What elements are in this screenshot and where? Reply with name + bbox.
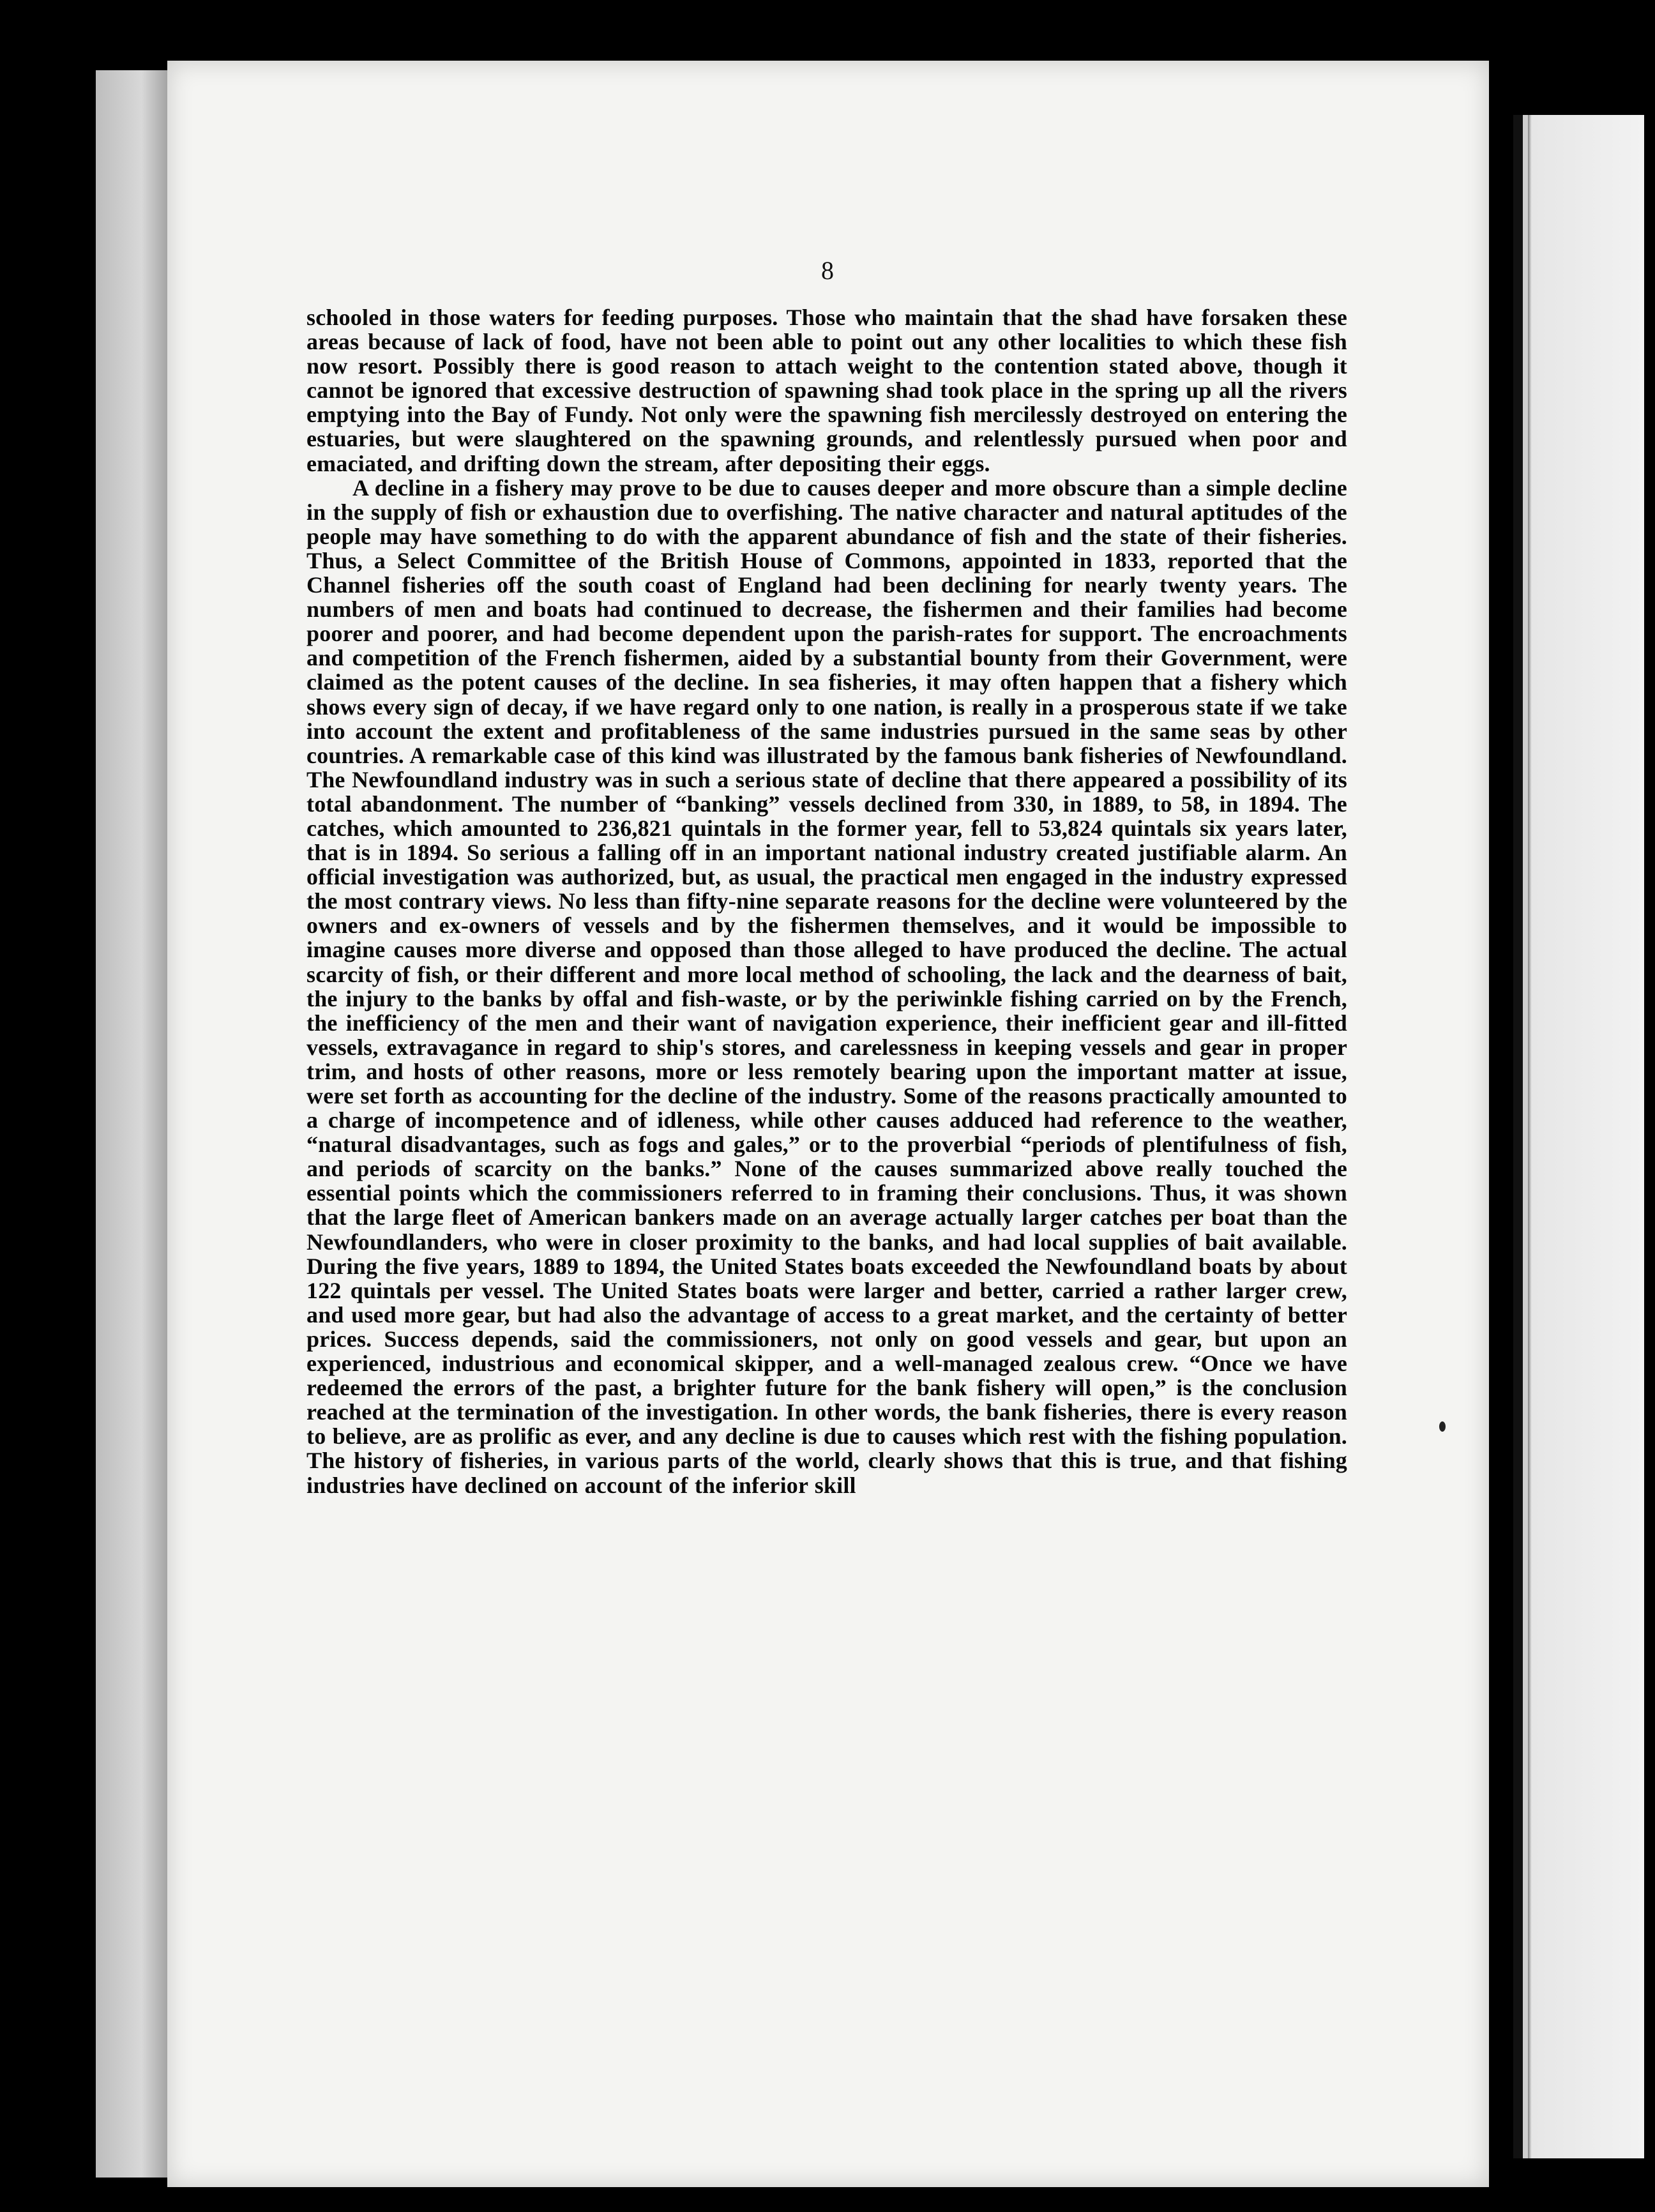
scan-left-margin bbox=[96, 70, 172, 2178]
ink-speck bbox=[1439, 1421, 1446, 1432]
page-gutter-line bbox=[1523, 115, 1528, 2158]
body-text bbox=[306, 305, 1347, 1497]
adjacent-page-edge bbox=[1513, 115, 1644, 2158]
paragraph-2: A decline in a fishery may prove to be due to causes deeper and more obscure than a simple decline in the supply of fish or exhaustion due to overfishing. The native character and natural aptitudes of the people may have something to do with the apparent abundance of fish and the state of their fisheries. Thus, a Select Committee of the British House of Commons, appointed in 1833, reported that the Channel fisheries off the south coast of England had been declining for nearly twenty years. The numbers of men and boats had continued to decrease, the fishermen and their families had become poorer and poorer, and had become dependent upon the parish-rates for support. The encroachments and competition of the French fishermen, aided by a substantial bounty from their Government, were claimed as the potent causes of the decline. In sea fisheries, it may often happen that a fishery which shows every sign of decay, if we have regard only to one nation, is really in a prosperous state if we take into account the extent and profitableness of the same industries pursued in the same seas by other countries. A remarkable case of this kind was illustrated by the famous bank fisheries of Newfoundland. The Newfoundland industry was in such a serious state of decline that there appeared a possibility of its total abandonment. The number of “banking” vessels declined from 330, in 1889, to 58, in 1894. The catches, which amounted to 236,821 quintals in the former year, fell to 53,824 quintals six years later, that is in 1894. So serious a falling off in an important national industry created justifiable alarm. An official investigation was authorized, but, as usual, the practical men engaged in the industry expressed the most contrary views. No less than fifty-nine separate reasons for the decline were volunteered by the owners and ex-owners of vessels and by the fishermen themselves, and it would be impossible to imagine causes more diverse and opposed than those alleged to have produced the decline. The actual scarcity of fish, or their different and more local method of schooling, the lack and the dearness of bait, the injury to the banks by offal and fish-waste, or by the periwinkle fishing carried on by the French, the inefficiency of the men and their want of navigation experience, their inefficient gear and ill-fitted vessels, extravagance in regard to ship's stores, and carelessness in keeping vessels and gear in proper trim, and hosts of other reasons, more or less remotely bearing upon the important matter at issue, were set forth as accounting for the decline of the industry. Some of the reasons practically amounted to a charge of incompetence and of idleness, while other causes adduced had reference to the weather, “natural disadvantages, such as fogs and gales,” or to the proverbial “periods of plentifulness of fish, and periods of scarcity on the banks.” None of the causes summarized above really touched the essential points which the commissioners referred to in framing their conclusions. Thus, it was shown that the large fleet of American bankers made on an average actually larger catches per boat than the Newfoundlanders, who were in closer proximity to the banks, and had local supplies of bait available. During the five years, 1889 to 1894, the United States boats exceeded the Newfoundland boats by about 122 quintals per vessel. The United States boats were larger and better, carried a rather larger crew, and used more gear, but had also the advantage of access to a great market, and the certainty of better prices. Success depends, said the commissioners, not only on good vessels and gear, but upon an experienced, industrious and economical skipper, and a well-managed zealous crew. “Once we have redeemed the errors of the past, a brighter future for the bank fishery will open,” is the conclusion reached at the termination of the investigation. In other words, the bank fisheries, there is every reason to believe, are as prolific as ever, and any decline is due to causes which rest with the fishing population. The history of fisheries, in various parts of the world, clearly shows that this is true, and that fishing industries have declined on account of the inferior skill bbox=[306, 474, 1347, 1498]
paragraph-1: schooled in those waters for feeding purposes. Those who maintain that the shad have forsaken these areas because of lack of food, have not been able to point out any other localities to which these fish now resort. Possibly there is good reason to attach weight to the contention stated above, though it cannot be ignored that excessive destruction of spawning shad took place in the spring up all the rivers emptying into the Bay of Fundy. Not only were the spawning fish mercilessly destroyed on entering the estuaries, but were slaughtered on the spawning grounds, and relentlessly pursued when poor and emaciated, and drifting down the stream, after depositing their eggs. bbox=[306, 305, 1347, 476]
page-number: 8 bbox=[821, 256, 834, 285]
